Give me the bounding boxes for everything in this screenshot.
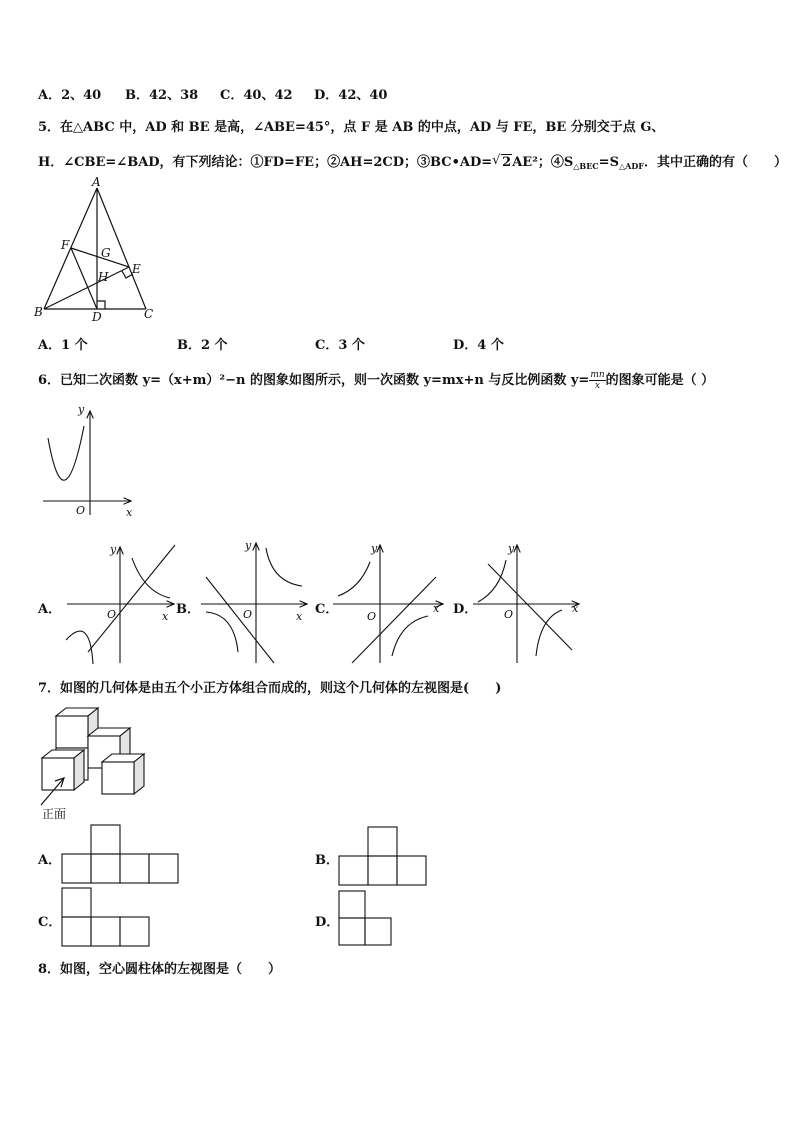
sqrt-symbol xyxy=(492,155,512,170)
cube-right-front xyxy=(102,762,134,794)
q6-option-b-graph xyxy=(198,540,318,665)
q6-stem-part: 的图象可能是（ ） xyxy=(605,373,715,388)
q5-stem-part: AE²；④S xyxy=(512,155,574,170)
cube-top-front xyxy=(56,716,88,748)
hyperbola-branch-2 xyxy=(66,631,93,664)
line-graph xyxy=(88,545,175,652)
label-c: C xyxy=(144,307,154,321)
segment-fd xyxy=(71,248,97,309)
label-d: D xyxy=(92,310,102,324)
q7-option-a-view xyxy=(62,824,182,886)
fraction-denominator: x xyxy=(594,381,601,391)
label-h: H xyxy=(98,270,109,284)
y-axis-label: y xyxy=(371,542,378,555)
q7-option-b-view xyxy=(339,826,431,888)
q7-stem: 7．如图的几何体是由五个小正方体组合而成的，则这个几何体的左视图是( ) xyxy=(38,681,502,696)
q6-parabola-graph xyxy=(38,400,148,520)
q6-option-c-graph xyxy=(330,540,450,665)
hyperbola-branch-1 xyxy=(132,558,170,598)
x-axis-label: x xyxy=(126,506,133,519)
subscript-adf: △ADF xyxy=(618,161,644,171)
segment-fe xyxy=(71,248,129,267)
label-a: A xyxy=(92,175,101,189)
label-f: F xyxy=(61,238,70,252)
altitude-be xyxy=(44,267,129,309)
right-angle-mark-d xyxy=(97,301,105,309)
x-axis-label: x xyxy=(433,602,440,615)
q6-option-c-label: C． xyxy=(315,602,339,617)
subscript-bec: △BEC xyxy=(573,161,599,171)
line-graph xyxy=(206,577,274,663)
y-axis-label: y xyxy=(508,542,515,555)
hyperbola-branch-2 xyxy=(392,616,428,656)
fraction xyxy=(589,370,605,391)
q5-option-c: C．3 个 xyxy=(315,338,365,353)
q4-option-a: A．2、40 xyxy=(38,88,102,103)
q4-option-b: B．42、38 xyxy=(125,88,199,103)
y-axis-label: y xyxy=(245,539,252,552)
q6-option-d-graph xyxy=(470,540,590,665)
q4-option-c: C．40、42 xyxy=(220,88,293,103)
label-e: E xyxy=(132,262,141,276)
label-b: B xyxy=(34,305,43,319)
q7-option-c-label: C． xyxy=(38,915,62,930)
q5-option-a: A．1 个 xyxy=(38,338,88,353)
x-axis-label: x xyxy=(572,602,579,615)
origin-label: O xyxy=(367,610,377,623)
q5-stem-part: ．其中正确的有（ ） xyxy=(643,155,787,170)
q7-option-a-label: A． xyxy=(38,853,62,868)
x-axis-label: x xyxy=(162,610,169,623)
hyperbola-branch-1 xyxy=(338,562,370,596)
q7-option-d-view xyxy=(339,890,399,948)
q7-option-d-label: D． xyxy=(315,915,340,930)
q5-stem-part: H．∠CBE=∠BAD，有下列结论：①FD=FE；②AH=2CD；③BC•AD= xyxy=(38,155,493,170)
origin-label: O xyxy=(243,608,253,621)
q5-option-d: D．4 个 xyxy=(453,338,504,353)
q6-stem-part: 6．已知二次函数 y=（x+m）²−n 的图象如图所示，则一次函数 y=mx+n 与反比例函数 y= xyxy=(38,373,590,388)
parabola-curve xyxy=(48,426,84,480)
sqrt-arg: 2 xyxy=(502,155,512,170)
q6-option-a-label: A． xyxy=(38,602,62,617)
q6-option-d-label: D． xyxy=(453,602,478,617)
q5-stem-line2 xyxy=(38,151,787,171)
q7-option-c-view xyxy=(62,887,154,949)
q6-stem xyxy=(38,369,714,391)
q7-cubes-figure xyxy=(36,698,156,828)
q5-triangle-figure xyxy=(30,176,160,326)
q6-option-b-label: B． xyxy=(176,602,200,617)
y-axis-label: y xyxy=(78,403,85,416)
origin-label: O xyxy=(107,608,117,621)
q8-stem: 8．如图，空心圆柱体的左视图是（ ） xyxy=(38,962,282,977)
q5-stem-line1: 5．在△ABC 中，AD 和 BE 是高，∠ABE=45°，点 F 是 AB 的中点，AD 与 FE，BE 分别交于点 G、 xyxy=(38,120,665,135)
x-axis-label: x xyxy=(296,610,303,623)
hyperbola-branch-2 xyxy=(206,612,238,652)
hyperbola-branch-1 xyxy=(478,560,506,602)
origin-label: O xyxy=(76,504,86,517)
fraction-numerator: mn xyxy=(590,370,605,380)
front-view-label: 正面 xyxy=(42,807,67,821)
q6-option-a-graph xyxy=(60,540,180,665)
q7-option-b-label: B． xyxy=(315,853,339,868)
q5-option-b: B．2 个 xyxy=(177,338,228,353)
origin-label: O xyxy=(504,608,514,621)
y-axis-label: y xyxy=(110,543,117,556)
q5-stem-part: =S xyxy=(598,155,619,170)
q4-option-d: D．42、40 xyxy=(314,88,388,103)
hyperbola-branch-1 xyxy=(266,548,302,586)
label-g: G xyxy=(101,246,111,260)
